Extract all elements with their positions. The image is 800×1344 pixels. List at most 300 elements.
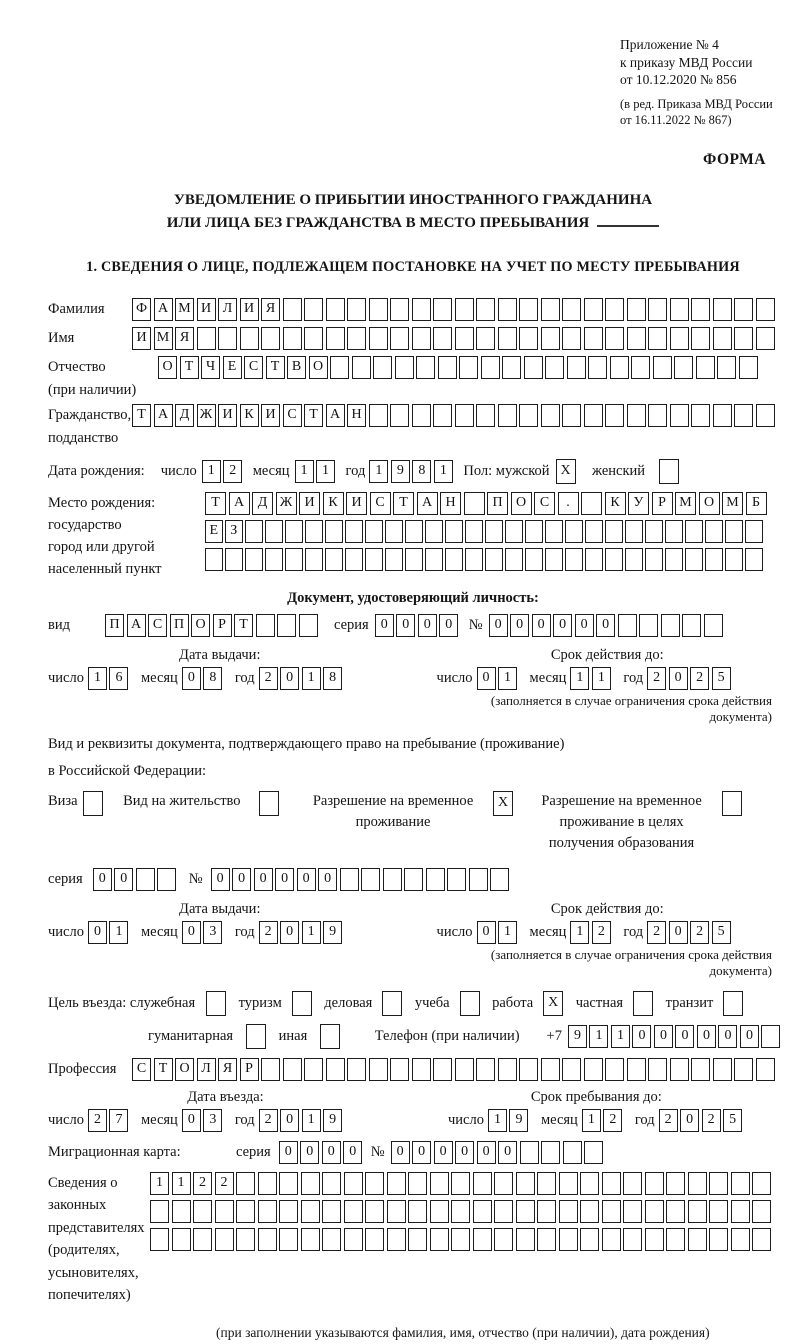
cell[interactable]: Т bbox=[304, 404, 323, 427]
cell[interactable]: 1 bbox=[570, 667, 589, 690]
cell[interactable]: Я bbox=[261, 298, 280, 321]
cell[interactable] bbox=[537, 1172, 556, 1195]
cell[interactable]: И bbox=[218, 404, 237, 427]
cell[interactable] bbox=[150, 1228, 169, 1251]
cell[interactable] bbox=[588, 356, 607, 379]
cell[interactable]: . bbox=[558, 492, 579, 515]
cell[interactable]: 5 bbox=[712, 667, 731, 690]
cell[interactable]: Н bbox=[347, 404, 366, 427]
cell[interactable]: 8 bbox=[323, 667, 342, 690]
cell[interactable]: 0 bbox=[680, 1109, 699, 1132]
purpose-study-checkbox[interactable] bbox=[460, 991, 483, 1016]
cell[interactable]: 1 bbox=[570, 921, 589, 944]
cell[interactable] bbox=[602, 1172, 621, 1195]
cell[interactable] bbox=[408, 1172, 427, 1195]
cell[interactable] bbox=[682, 614, 701, 637]
cell[interactable] bbox=[347, 1058, 366, 1081]
doc-issue-day-input[interactable] bbox=[88, 667, 131, 690]
name-input[interactable] bbox=[132, 327, 777, 350]
cell[interactable] bbox=[605, 548, 623, 571]
cell[interactable]: 1 bbox=[582, 1109, 601, 1132]
cell[interactable]: 0 bbox=[489, 614, 508, 637]
cell[interactable] bbox=[525, 520, 543, 543]
cell[interactable] bbox=[469, 868, 488, 891]
cell[interactable] bbox=[670, 404, 689, 427]
cell[interactable]: Т bbox=[154, 1058, 173, 1081]
cell[interactable] bbox=[705, 520, 723, 543]
cell[interactable]: 0 bbox=[477, 921, 496, 944]
cell[interactable]: 0 bbox=[669, 921, 688, 944]
cell[interactable] bbox=[390, 298, 409, 321]
cell[interactable] bbox=[709, 1172, 728, 1195]
cell[interactable] bbox=[438, 356, 457, 379]
cell[interactable] bbox=[545, 356, 564, 379]
cell[interactable] bbox=[215, 1228, 234, 1251]
cell[interactable] bbox=[473, 1200, 492, 1223]
cell[interactable]: 1 bbox=[202, 460, 221, 483]
cell[interactable] bbox=[385, 520, 403, 543]
cell[interactable] bbox=[347, 327, 366, 350]
cell[interactable]: 0 bbox=[510, 614, 529, 637]
cell[interactable] bbox=[320, 1024, 340, 1049]
cell[interactable]: 1 bbox=[172, 1172, 191, 1195]
cell[interactable]: Т bbox=[266, 356, 285, 379]
cell[interactable]: 0 bbox=[498, 1141, 517, 1164]
cell[interactable] bbox=[322, 1200, 341, 1223]
cell[interactable] bbox=[205, 548, 223, 571]
cell[interactable] bbox=[516, 1172, 535, 1195]
cell[interactable] bbox=[345, 520, 363, 543]
cell[interactable]: Т bbox=[132, 404, 151, 427]
cell[interactable]: А bbox=[154, 404, 173, 427]
cell[interactable] bbox=[645, 1228, 664, 1251]
cell[interactable] bbox=[731, 1200, 750, 1223]
cell[interactable]: 0 bbox=[88, 921, 107, 944]
sex-female-checkbox[interactable] bbox=[659, 459, 682, 484]
cell[interactable] bbox=[451, 1228, 470, 1251]
cell[interactable]: И bbox=[240, 298, 259, 321]
cell[interactable] bbox=[520, 1141, 539, 1164]
cell[interactable] bbox=[404, 868, 423, 891]
cell[interactable] bbox=[580, 1200, 599, 1223]
cell[interactable]: 0 bbox=[280, 667, 299, 690]
cell[interactable]: 1 bbox=[295, 460, 314, 483]
purpose-transit-checkbox[interactable] bbox=[723, 991, 746, 1016]
cell[interactable] bbox=[433, 327, 452, 350]
cell[interactable] bbox=[584, 404, 603, 427]
cell[interactable] bbox=[433, 1058, 452, 1081]
purpose-work-checkbox[interactable] bbox=[543, 991, 566, 1016]
cell[interactable] bbox=[301, 1200, 320, 1223]
cell[interactable] bbox=[387, 1172, 406, 1195]
cell[interactable] bbox=[666, 1172, 685, 1195]
migcard-number-input[interactable] bbox=[391, 1141, 606, 1164]
cell[interactable] bbox=[498, 327, 517, 350]
cell[interactable] bbox=[665, 520, 683, 543]
cell[interactable] bbox=[455, 1058, 474, 1081]
cell[interactable] bbox=[494, 1172, 513, 1195]
cell[interactable]: Ж bbox=[276, 492, 297, 515]
cell[interactable] bbox=[627, 404, 646, 427]
cell[interactable] bbox=[433, 404, 452, 427]
cell[interactable] bbox=[734, 404, 753, 427]
cell[interactable] bbox=[365, 548, 383, 571]
cell[interactable] bbox=[445, 520, 463, 543]
cell[interactable] bbox=[369, 298, 388, 321]
cell[interactable] bbox=[326, 327, 345, 350]
cell[interactable] bbox=[365, 1200, 384, 1223]
cell[interactable] bbox=[567, 356, 586, 379]
cell[interactable] bbox=[476, 1058, 495, 1081]
cell[interactable] bbox=[246, 1024, 266, 1049]
cell[interactable] bbox=[685, 548, 703, 571]
cell[interactable] bbox=[519, 404, 538, 427]
cell[interactable] bbox=[605, 404, 624, 427]
birth-year-input[interactable] bbox=[369, 460, 455, 483]
cell[interactable]: И bbox=[346, 492, 367, 515]
cell[interactable]: 0 bbox=[434, 1141, 453, 1164]
cell[interactable]: А bbox=[326, 404, 345, 427]
guardians-row3-input[interactable] bbox=[150, 1228, 774, 1251]
cell[interactable] bbox=[519, 298, 538, 321]
cell[interactable]: Ф bbox=[132, 298, 151, 321]
cell[interactable] bbox=[659, 459, 679, 484]
cell[interactable] bbox=[645, 548, 663, 571]
cell[interactable] bbox=[460, 991, 480, 1016]
cell[interactable] bbox=[519, 327, 538, 350]
cell[interactable] bbox=[722, 791, 742, 816]
cell[interactable] bbox=[277, 614, 296, 637]
cell[interactable] bbox=[734, 298, 753, 321]
cell[interactable] bbox=[739, 356, 758, 379]
cell[interactable] bbox=[455, 298, 474, 321]
cell[interactable] bbox=[605, 520, 623, 543]
permit-valid-month-input[interactable] bbox=[570, 921, 613, 944]
cell[interactable] bbox=[352, 356, 371, 379]
cell[interactable] bbox=[325, 520, 343, 543]
cell[interactable]: Л bbox=[218, 298, 237, 321]
cell[interactable] bbox=[709, 1228, 728, 1251]
cell[interactable]: 3 bbox=[203, 1109, 222, 1132]
cell[interactable]: Л bbox=[197, 1058, 216, 1081]
cell[interactable]: Т bbox=[234, 614, 253, 637]
cell[interactable] bbox=[382, 991, 402, 1016]
cell[interactable] bbox=[365, 1172, 384, 1195]
cell[interactable]: 8 bbox=[412, 460, 431, 483]
cell[interactable]: Н bbox=[440, 492, 461, 515]
permit-issue-year-input[interactable] bbox=[259, 921, 345, 944]
birthplace-line1-input[interactable] bbox=[205, 492, 769, 515]
cell[interactable] bbox=[476, 327, 495, 350]
cell[interactable]: А bbox=[154, 298, 173, 321]
cell[interactable] bbox=[631, 356, 650, 379]
cell[interactable]: 1 bbox=[316, 460, 335, 483]
cell[interactable] bbox=[541, 298, 560, 321]
cell[interactable]: 0 bbox=[396, 614, 415, 637]
cell[interactable] bbox=[752, 1228, 771, 1251]
cell[interactable]: О bbox=[175, 1058, 194, 1081]
purpose-official-checkbox[interactable] bbox=[206, 991, 229, 1016]
cell[interactable] bbox=[666, 1200, 685, 1223]
cell[interactable] bbox=[340, 868, 359, 891]
cell[interactable] bbox=[464, 492, 485, 515]
cell[interactable]: Т bbox=[393, 492, 414, 515]
cell[interactable] bbox=[563, 1141, 582, 1164]
cell[interactable]: А bbox=[417, 492, 438, 515]
doc-series-input[interactable] bbox=[375, 614, 461, 637]
birthplace-line2-input[interactable] bbox=[205, 520, 769, 543]
cell[interactable] bbox=[465, 520, 483, 543]
cell[interactable] bbox=[193, 1200, 212, 1223]
cell[interactable] bbox=[498, 1058, 517, 1081]
cell[interactable] bbox=[218, 327, 237, 350]
cell[interactable] bbox=[559, 1228, 578, 1251]
cell[interactable] bbox=[426, 868, 445, 891]
entry-month-input[interactable] bbox=[182, 1109, 225, 1132]
residence-permit-checkbox[interactable] bbox=[259, 791, 282, 816]
cell[interactable]: П bbox=[105, 614, 124, 637]
cell[interactable] bbox=[325, 548, 343, 571]
patronymic-input[interactable] bbox=[158, 356, 760, 379]
cell[interactable]: 0 bbox=[254, 868, 273, 891]
cell[interactable] bbox=[761, 1025, 780, 1048]
cell[interactable] bbox=[305, 548, 323, 571]
doc-kind-input[interactable] bbox=[105, 614, 320, 637]
cell[interactable]: 7 bbox=[109, 1109, 128, 1132]
cell[interactable] bbox=[559, 1172, 578, 1195]
cell[interactable] bbox=[623, 1228, 642, 1251]
cell[interactable] bbox=[245, 520, 263, 543]
cell[interactable]: О bbox=[699, 492, 720, 515]
cell[interactable] bbox=[605, 298, 624, 321]
cell[interactable] bbox=[445, 548, 463, 571]
cell[interactable] bbox=[610, 356, 629, 379]
cell[interactable] bbox=[705, 548, 723, 571]
cell[interactable] bbox=[344, 1200, 363, 1223]
cell[interactable] bbox=[197, 327, 216, 350]
stay-month-input[interactable] bbox=[582, 1109, 625, 1132]
cell[interactable]: 1 bbox=[498, 921, 517, 944]
cell[interactable] bbox=[258, 1172, 277, 1195]
cell[interactable] bbox=[605, 327, 624, 350]
cell[interactable]: 0 bbox=[418, 614, 437, 637]
cell[interactable] bbox=[425, 548, 443, 571]
cell[interactable]: Р bbox=[213, 614, 232, 637]
cell[interactable] bbox=[562, 1058, 581, 1081]
cell[interactable]: 1 bbox=[611, 1025, 630, 1048]
cell[interactable] bbox=[670, 1058, 689, 1081]
cell[interactable]: 0 bbox=[279, 1141, 298, 1164]
cell[interactable]: 1 bbox=[302, 1109, 321, 1132]
cell[interactable]: 9 bbox=[323, 1109, 342, 1132]
cell[interactable]: 2 bbox=[193, 1172, 212, 1195]
cell[interactable] bbox=[383, 868, 402, 891]
cell[interactable] bbox=[541, 327, 560, 350]
cell[interactable] bbox=[623, 1172, 642, 1195]
cell[interactable] bbox=[236, 1200, 255, 1223]
birthplace-line3-input[interactable] bbox=[205, 548, 769, 571]
cell[interactable] bbox=[215, 1200, 234, 1223]
cell[interactable] bbox=[545, 520, 563, 543]
cell[interactable] bbox=[279, 1200, 298, 1223]
cell[interactable]: 2 bbox=[215, 1172, 234, 1195]
cell[interactable]: 0 bbox=[455, 1141, 474, 1164]
cell[interactable] bbox=[756, 1058, 775, 1081]
cell[interactable]: 0 bbox=[280, 1109, 299, 1132]
cell[interactable] bbox=[623, 1200, 642, 1223]
cell[interactable] bbox=[279, 1172, 298, 1195]
cell[interactable] bbox=[516, 1228, 535, 1251]
cell[interactable] bbox=[725, 520, 743, 543]
purpose-private-checkbox[interactable] bbox=[633, 991, 656, 1016]
cell[interactable] bbox=[627, 1058, 646, 1081]
cell[interactable]: Я bbox=[175, 327, 194, 350]
cell[interactable] bbox=[625, 520, 643, 543]
cell[interactable]: 2 bbox=[603, 1109, 622, 1132]
birth-month-input[interactable] bbox=[295, 460, 338, 483]
cell[interactable] bbox=[485, 548, 503, 571]
cell[interactable] bbox=[498, 404, 517, 427]
cell[interactable] bbox=[361, 868, 380, 891]
cell[interactable]: 0 bbox=[632, 1025, 651, 1048]
edu-residence-checkbox[interactable] bbox=[722, 791, 745, 816]
cell[interactable] bbox=[347, 298, 366, 321]
cell[interactable]: Б bbox=[746, 492, 767, 515]
permit-issue-day-input[interactable] bbox=[88, 921, 131, 944]
cell[interactable]: 1 bbox=[302, 667, 321, 690]
cell[interactable]: 0 bbox=[654, 1025, 673, 1048]
cell[interactable]: С bbox=[132, 1058, 151, 1081]
cell[interactable] bbox=[473, 1228, 492, 1251]
cell[interactable] bbox=[584, 1058, 603, 1081]
permit-issue-month-input[interactable] bbox=[182, 921, 225, 944]
cell[interactable] bbox=[236, 1172, 255, 1195]
cell[interactable]: 2 bbox=[88, 1109, 107, 1132]
guardians-row1-input[interactable] bbox=[150, 1172, 774, 1195]
cell[interactable]: П bbox=[170, 614, 189, 637]
cell[interactable] bbox=[304, 298, 323, 321]
stay-day-input[interactable] bbox=[488, 1109, 531, 1132]
cell[interactable] bbox=[301, 1228, 320, 1251]
cell[interactable]: Е bbox=[205, 520, 223, 543]
cell[interactable] bbox=[206, 991, 226, 1016]
cell[interactable] bbox=[136, 868, 155, 891]
cell[interactable] bbox=[605, 1058, 624, 1081]
cell[interactable] bbox=[405, 520, 423, 543]
cell[interactable] bbox=[395, 356, 414, 379]
cell[interactable] bbox=[465, 548, 483, 571]
cell[interactable] bbox=[688, 1200, 707, 1223]
cell[interactable]: 1 bbox=[150, 1172, 169, 1195]
cell[interactable] bbox=[648, 298, 667, 321]
cell[interactable] bbox=[545, 548, 563, 571]
cell[interactable]: И bbox=[197, 298, 216, 321]
cell[interactable] bbox=[345, 548, 363, 571]
cell[interactable] bbox=[625, 548, 643, 571]
cell[interactable]: С bbox=[370, 492, 391, 515]
cell[interactable]: 2 bbox=[223, 460, 242, 483]
cell[interactable] bbox=[752, 1200, 771, 1223]
cell[interactable]: В bbox=[287, 356, 306, 379]
cell[interactable]: 0 bbox=[297, 868, 316, 891]
cell[interactable] bbox=[258, 1228, 277, 1251]
cell[interactable] bbox=[627, 327, 646, 350]
cell[interactable]: И bbox=[299, 492, 320, 515]
cell[interactable] bbox=[661, 614, 680, 637]
cell[interactable]: 1 bbox=[589, 1025, 608, 1048]
purpose-tourism-checkbox[interactable] bbox=[292, 991, 315, 1016]
cell[interactable] bbox=[580, 1228, 599, 1251]
cell[interactable] bbox=[387, 1200, 406, 1223]
cell[interactable]: 0 bbox=[675, 1025, 694, 1048]
cell[interactable] bbox=[717, 356, 736, 379]
cell[interactable] bbox=[648, 1058, 667, 1081]
cell[interactable] bbox=[157, 868, 176, 891]
cell[interactable] bbox=[585, 520, 603, 543]
cell[interactable]: 0 bbox=[412, 1141, 431, 1164]
cell[interactable]: 0 bbox=[182, 921, 201, 944]
cell[interactable]: 2 bbox=[690, 667, 709, 690]
cell[interactable] bbox=[373, 356, 392, 379]
cell[interactable] bbox=[193, 1228, 212, 1251]
cell[interactable] bbox=[580, 1172, 599, 1195]
cell[interactable]: А bbox=[127, 614, 146, 637]
cell[interactable]: Я bbox=[218, 1058, 237, 1081]
purpose-humanitarian-checkbox[interactable] bbox=[246, 1024, 269, 1049]
cell[interactable] bbox=[369, 404, 388, 427]
cell[interactable]: 2 bbox=[259, 667, 278, 690]
cell[interactable] bbox=[585, 548, 603, 571]
cell[interactable] bbox=[752, 1172, 771, 1195]
cell[interactable] bbox=[150, 1200, 169, 1223]
cell[interactable] bbox=[502, 356, 521, 379]
cell[interactable] bbox=[322, 1172, 341, 1195]
cell[interactable] bbox=[283, 1058, 302, 1081]
cell[interactable] bbox=[696, 356, 715, 379]
cell[interactable] bbox=[709, 1200, 728, 1223]
permit-valid-year-input[interactable] bbox=[647, 921, 733, 944]
cell[interactable]: М bbox=[675, 492, 696, 515]
cell[interactable]: 0 bbox=[375, 614, 394, 637]
cell[interactable]: 0 bbox=[211, 868, 230, 891]
cell[interactable] bbox=[326, 1058, 345, 1081]
cell[interactable] bbox=[581, 492, 602, 515]
cell[interactable]: П bbox=[487, 492, 508, 515]
cell[interactable]: М bbox=[722, 492, 743, 515]
cell[interactable] bbox=[261, 1058, 280, 1081]
cell[interactable]: 0 bbox=[182, 667, 201, 690]
cell[interactable]: 2 bbox=[259, 1109, 278, 1132]
cell[interactable] bbox=[390, 404, 409, 427]
cell[interactable]: 2 bbox=[647, 921, 666, 944]
permit-series-input[interactable] bbox=[93, 868, 179, 891]
cell[interactable] bbox=[430, 1172, 449, 1195]
cell[interactable] bbox=[481, 356, 500, 379]
cell[interactable] bbox=[283, 298, 302, 321]
cell[interactable] bbox=[516, 1200, 535, 1223]
cell[interactable] bbox=[602, 1228, 621, 1251]
cell[interactable]: 1 bbox=[302, 921, 321, 944]
cell[interactable] bbox=[365, 1228, 384, 1251]
cell[interactable]: Т bbox=[205, 492, 226, 515]
cell[interactable] bbox=[455, 327, 474, 350]
cell[interactable] bbox=[322, 1228, 341, 1251]
cell[interactable] bbox=[430, 1228, 449, 1251]
doc-valid-month-input[interactable] bbox=[570, 667, 613, 690]
cell[interactable] bbox=[490, 868, 509, 891]
cell[interactable]: 2 bbox=[659, 1109, 678, 1132]
cell[interactable]: 0 bbox=[391, 1141, 410, 1164]
